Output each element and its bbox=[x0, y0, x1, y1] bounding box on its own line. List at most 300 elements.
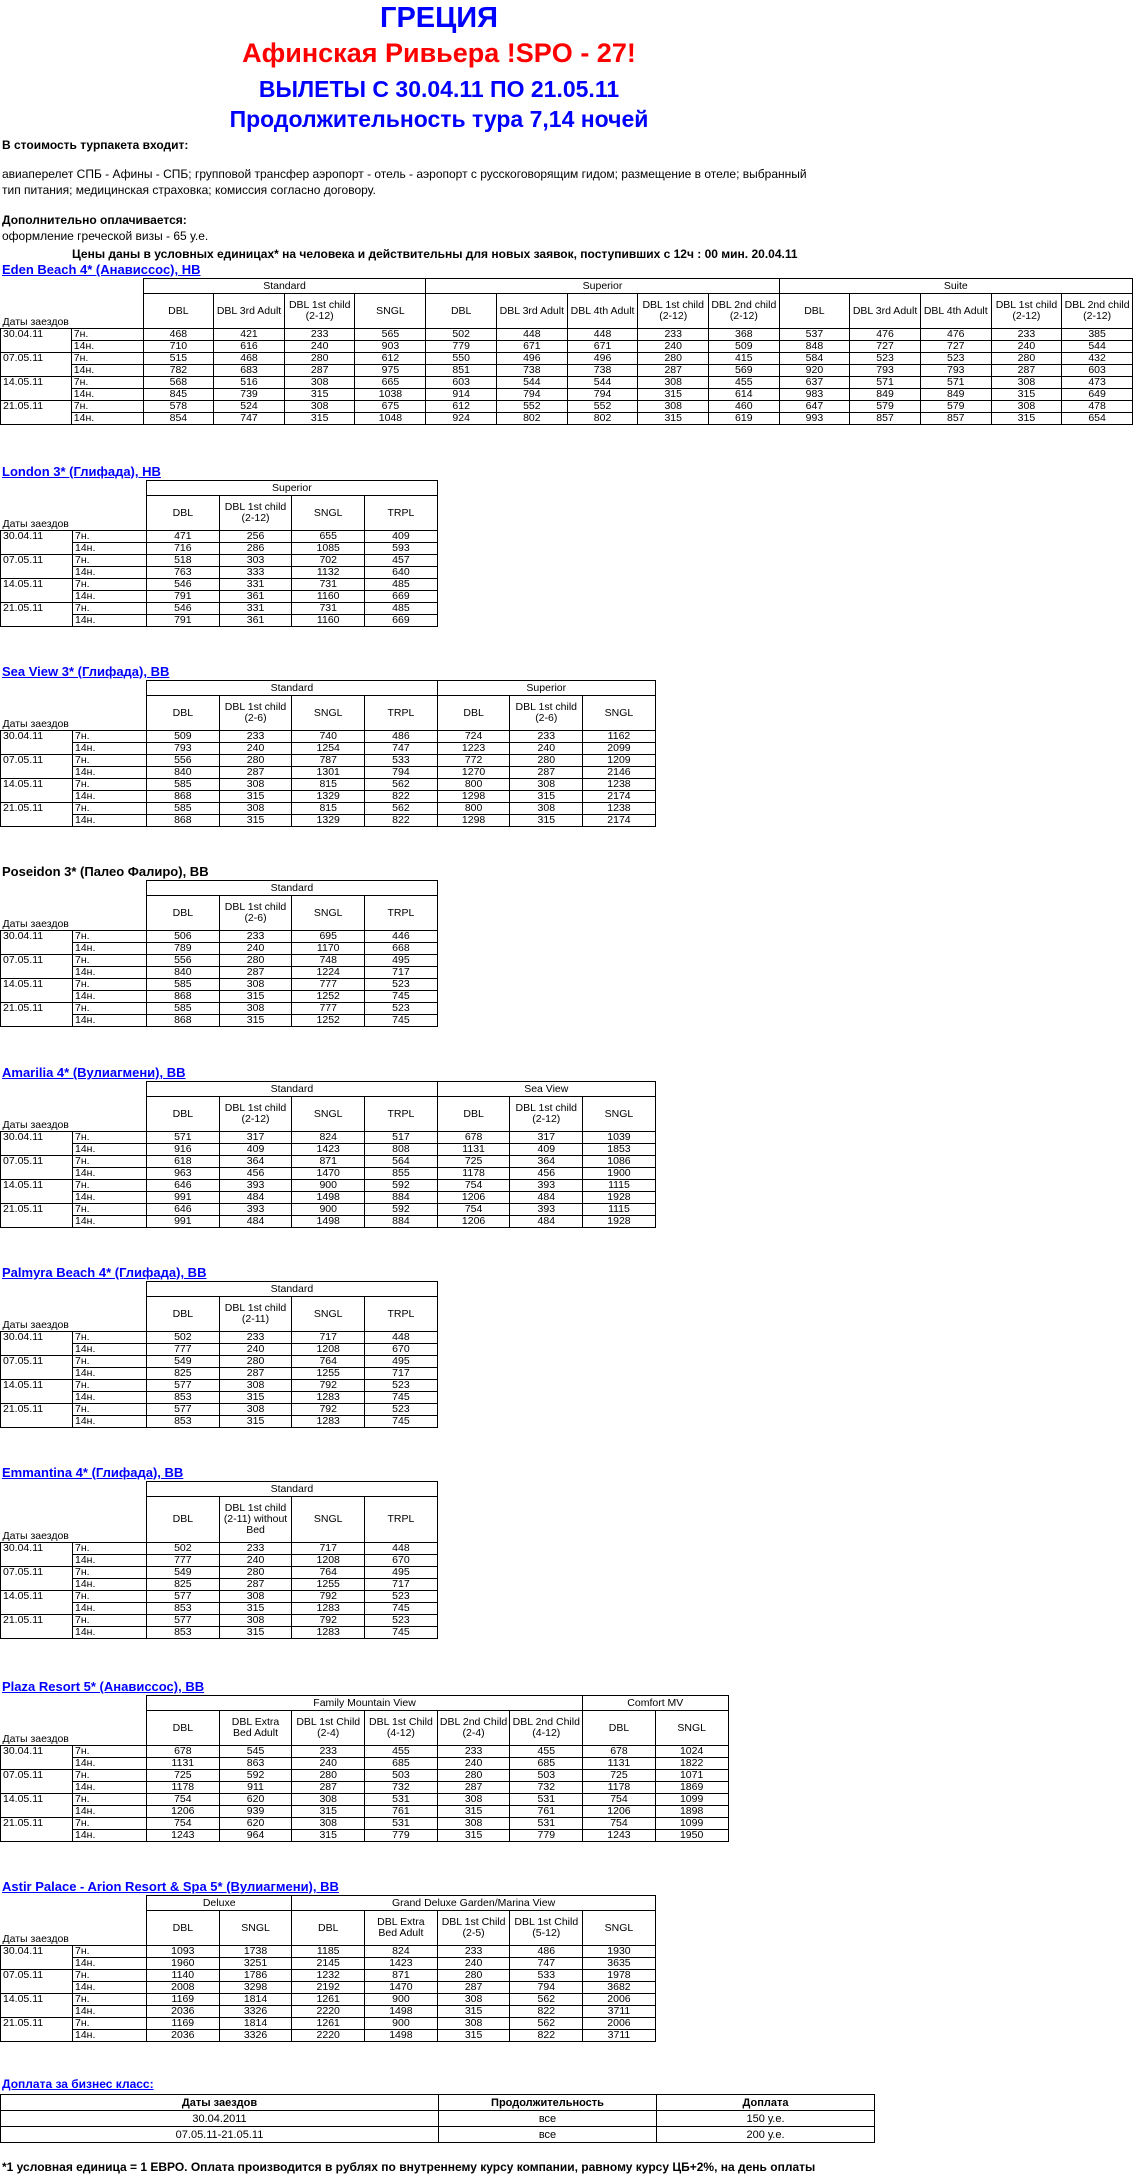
price-cell: 280 bbox=[219, 755, 292, 767]
price-cell: 1243 bbox=[147, 1830, 220, 1842]
price-cell: 794 bbox=[496, 389, 567, 401]
room-group-header: Superior bbox=[147, 481, 438, 496]
price-cell: 685 bbox=[365, 1758, 438, 1770]
price-cell: 531 bbox=[510, 1794, 583, 1806]
price-cell: 792 bbox=[292, 1615, 365, 1627]
price-row bbox=[1, 1591, 438, 1603]
price-cell: 569 bbox=[709, 365, 780, 377]
price-cell: 495 bbox=[365, 1356, 438, 1368]
price-cell: 286 bbox=[219, 543, 292, 555]
nights: 7н. bbox=[73, 579, 147, 591]
nights: 7н. bbox=[73, 1404, 147, 1416]
group-header-row bbox=[1, 1696, 729, 1711]
region-title: Афинская Ривьера !SPO - 27! bbox=[242, 38, 636, 68]
nights: 14н. bbox=[71, 341, 143, 353]
price-cell: 779 bbox=[426, 341, 497, 353]
price-cell: 1071 bbox=[655, 1770, 728, 1782]
price-cell: 647 bbox=[779, 401, 850, 413]
nights: 7н. bbox=[71, 401, 143, 413]
price-cell: 546 bbox=[147, 579, 220, 591]
price-table bbox=[0, 680, 656, 827]
column-header: DBL bbox=[147, 696, 220, 731]
price-cell: 848 bbox=[779, 341, 850, 353]
price-row bbox=[1, 743, 656, 755]
nights: 7н. bbox=[73, 1770, 147, 1782]
price-cell: 724 bbox=[437, 731, 510, 743]
price-cell: 393 bbox=[219, 1204, 292, 1216]
price-cell: 1099 bbox=[655, 1794, 728, 1806]
price-cell: 2145 bbox=[292, 1958, 365, 1970]
price-cell: 315 bbox=[437, 1806, 510, 1818]
price-row bbox=[1, 1543, 438, 1555]
nights: 14н. bbox=[73, 743, 147, 755]
column-header: DBL bbox=[437, 696, 510, 731]
price-cell: 1185 bbox=[292, 1946, 365, 1958]
checkin-date: 07.05.11 bbox=[1, 1356, 73, 1380]
hotel-title[interactable]: Astir Palace - Arion Resort & Spa 5* (Вулиагмени), BB bbox=[2, 1879, 339, 1894]
price-cell: 476 bbox=[850, 329, 921, 341]
column-header: SNGL bbox=[292, 1097, 365, 1132]
price-cell: 280 bbox=[219, 1567, 292, 1579]
price-cell: 1115 bbox=[583, 1180, 656, 1192]
price-cell: 331 bbox=[219, 579, 292, 591]
price-cell: 1470 bbox=[365, 1982, 438, 1994]
price-cell: 315 bbox=[638, 389, 709, 401]
column-header: DBL bbox=[147, 1911, 220, 1946]
page-title: ГРЕЦИЯ bbox=[380, 2, 498, 34]
column-header: SNGL bbox=[583, 1097, 656, 1132]
price-cell: 772 bbox=[437, 755, 510, 767]
price-cell: 287 bbox=[292, 1782, 365, 1794]
checkin-date: 14.05.11 bbox=[1, 1994, 73, 2018]
price-cell: 315 bbox=[437, 2006, 510, 2018]
price-cell: 800 bbox=[437, 803, 510, 815]
price-cell: 3635 bbox=[583, 1958, 656, 1970]
price-cell: 868 bbox=[147, 815, 220, 827]
group-header-row bbox=[1, 1082, 656, 1097]
dates-label: Даты заездов bbox=[1, 881, 147, 931]
price-cell: 315 bbox=[510, 791, 583, 803]
price-cell: 577 bbox=[147, 1591, 220, 1603]
price-cell: 914 bbox=[426, 389, 497, 401]
price-row bbox=[1, 1567, 438, 1579]
price-cell: 825 bbox=[147, 1579, 220, 1591]
price-cell: 455 bbox=[365, 1746, 438, 1758]
price-cell: 747 bbox=[365, 743, 438, 755]
price-cell: 646 bbox=[147, 1204, 220, 1216]
surcharge-header-row bbox=[1, 2095, 875, 2111]
price-cell: 523 bbox=[365, 1380, 438, 1392]
price-row bbox=[1, 2018, 656, 2030]
price-cell: 308 bbox=[510, 779, 583, 791]
price-cell: 308 bbox=[437, 1994, 510, 2006]
price-cell: 916 bbox=[147, 1144, 220, 1156]
price-cell: 991 bbox=[147, 1216, 220, 1228]
price-cell: 233 bbox=[638, 329, 709, 341]
price-row bbox=[1, 931, 438, 943]
price-cell: 448 bbox=[365, 1332, 438, 1344]
nights: 14н. bbox=[73, 767, 147, 779]
price-cell: 308 bbox=[284, 401, 355, 413]
price-cell: 533 bbox=[510, 1970, 583, 1982]
price-cell: 2192 bbox=[292, 1982, 365, 1994]
price-cell: 1261 bbox=[292, 2018, 365, 2030]
price-cell: 460 bbox=[709, 401, 780, 413]
price-cell: 911 bbox=[219, 1782, 292, 1794]
nights: 7н. bbox=[73, 731, 147, 743]
price-cell: 303 bbox=[219, 555, 292, 567]
nights: 7н. bbox=[73, 1567, 147, 1579]
column-header: SNGL bbox=[292, 496, 365, 531]
price-cell: 485 bbox=[365, 579, 438, 591]
price-cell: 777 bbox=[292, 1003, 365, 1015]
price-cell: 280 bbox=[219, 1356, 292, 1368]
column-header: DBL 2nd child (2-12) bbox=[709, 294, 780, 329]
price-row bbox=[1, 531, 438, 543]
price-cell: 1298 bbox=[437, 815, 510, 827]
price-cell: 550 bbox=[426, 353, 497, 365]
room-group-header: Sea View bbox=[437, 1082, 655, 1097]
price-cell: 361 bbox=[219, 591, 292, 603]
price-cell: 754 bbox=[147, 1818, 220, 1830]
price-cell: 308 bbox=[437, 1794, 510, 1806]
hotel-title[interactable]: London 3* (Глифада), HB bbox=[2, 464, 161, 479]
hotel-title[interactable]: Palmyra Beach 4* (Глифада), BB bbox=[2, 1265, 207, 1280]
column-header: DBL Extra Bed Adult bbox=[365, 1911, 438, 1946]
price-cell: 308 bbox=[219, 803, 292, 815]
column-header: DBL 1st child (2-11) bbox=[219, 1297, 292, 1332]
price-cell: 484 bbox=[510, 1192, 583, 1204]
price-cell: 1178 bbox=[437, 1168, 510, 1180]
price-cell: 233 bbox=[292, 1746, 365, 1758]
nights: 14н. bbox=[71, 389, 143, 401]
price-cell: 509 bbox=[709, 341, 780, 353]
price-cell: 1093 bbox=[147, 1946, 220, 1958]
checkin-date: 21.05.11 bbox=[1, 2018, 73, 2042]
hotel-title[interactable]: Amarilia 4* (Вулиагмени), BB bbox=[2, 1065, 186, 1080]
price-row bbox=[1, 955, 438, 967]
price-cell: 1131 bbox=[147, 1758, 220, 1770]
nights: 14н. bbox=[73, 967, 147, 979]
price-cell: 546 bbox=[147, 603, 220, 615]
price-cell: 544 bbox=[1062, 341, 1133, 353]
price-cell: 518 bbox=[147, 555, 220, 567]
price-cell: 415 bbox=[709, 353, 780, 365]
price-cell: 240 bbox=[437, 1758, 510, 1770]
price-cell: 871 bbox=[292, 1156, 365, 1168]
price-cell: 1160 bbox=[292, 615, 365, 627]
price-cell: 851 bbox=[426, 365, 497, 377]
price-cell: 495 bbox=[365, 1567, 438, 1579]
nights: 14н. bbox=[73, 791, 147, 803]
price-row bbox=[1, 1168, 656, 1180]
price-cell: 584 bbox=[779, 353, 850, 365]
price-cell: 975 bbox=[355, 365, 426, 377]
price-row bbox=[1, 365, 1133, 377]
price-row bbox=[1, 791, 656, 803]
surcharge-cell: 30.04.2011 bbox=[1, 2111, 439, 2127]
price-cell: 649 bbox=[1062, 389, 1133, 401]
price-cell: 665 bbox=[355, 377, 426, 389]
column-header: DBL 4th Adult bbox=[920, 294, 991, 329]
price-cell: 717 bbox=[365, 967, 438, 979]
checkin-date: 21.05.11 bbox=[1, 803, 73, 827]
price-cell: 545 bbox=[219, 1746, 292, 1758]
price-cell: 533 bbox=[365, 755, 438, 767]
price-cell: 564 bbox=[365, 1156, 438, 1168]
price-cell: 845 bbox=[143, 389, 214, 401]
price-row bbox=[1, 1970, 656, 1982]
price-cell: 446 bbox=[365, 931, 438, 943]
price-cell: 592 bbox=[365, 1180, 438, 1192]
price-row bbox=[1, 1192, 656, 1204]
price-cell: 315 bbox=[292, 1806, 365, 1818]
price-cell: 1086 bbox=[583, 1156, 656, 1168]
price-cell: 637 bbox=[779, 377, 850, 389]
column-header: TRPL bbox=[365, 496, 438, 531]
price-cell: 280 bbox=[437, 1770, 510, 1782]
hotel-title[interactable]: Sea View 3* (Глифада), BB bbox=[2, 664, 170, 679]
price-cell: 620 bbox=[219, 1818, 292, 1830]
price-table bbox=[0, 1081, 656, 1228]
price-cell: 616 bbox=[214, 341, 285, 353]
price-cell: 315 bbox=[219, 1015, 292, 1027]
column-header: TRPL bbox=[365, 696, 438, 731]
price-cell: 393 bbox=[219, 1180, 292, 1192]
price-cell: 537 bbox=[779, 329, 850, 341]
price-cell: 1498 bbox=[365, 2030, 438, 2042]
dates-title: ВЫЛЕТЫ С 30.04.11 ПО 21.05.11 bbox=[258, 76, 620, 102]
nights: 14н. bbox=[73, 1982, 147, 1994]
dates-label: Даты заездов bbox=[1, 1896, 147, 1946]
price-cell: 592 bbox=[219, 1770, 292, 1782]
price-cell: 1238 bbox=[583, 803, 656, 815]
price-cell: 863 bbox=[219, 1758, 292, 1770]
price-row bbox=[1, 755, 656, 767]
price-cell: 523 bbox=[850, 353, 921, 365]
price-cell: 725 bbox=[147, 1770, 220, 1782]
price-row bbox=[1, 1746, 729, 1758]
price-cell: 702 bbox=[292, 555, 365, 567]
price-cell: 1930 bbox=[583, 1946, 656, 1958]
group-header-row bbox=[1, 681, 656, 696]
checkin-date: 30.04.11 bbox=[1, 931, 73, 955]
price-cell: 791 bbox=[147, 615, 220, 627]
hotel-title[interactable]: Eden Beach 4* (Анависсос), HB bbox=[2, 262, 201, 277]
column-header: DBL bbox=[437, 1097, 510, 1132]
footnote: *1 условная единица = 1 ЕВРО. Оплата производится в рублях по внутреннему курсу компании, равному курсу ЦБ+2%, на день оплаты bbox=[2, 2160, 816, 2174]
price-cell: 1160 bbox=[292, 591, 365, 603]
price-cell: 725 bbox=[583, 1770, 656, 1782]
column-header: DBL bbox=[779, 294, 850, 329]
price-cell: 1869 bbox=[655, 1782, 728, 1794]
price-cell: 871 bbox=[365, 1970, 438, 1982]
hotel-title[interactable]: Plaza Resort 5* (Анависсос), BB bbox=[2, 1679, 205, 1694]
nights: 7н. bbox=[73, 531, 147, 543]
price-cell: 280 bbox=[292, 1770, 365, 1782]
price-cell: 884 bbox=[365, 1216, 438, 1228]
price-row bbox=[1, 1615, 438, 1627]
nights: 7н. bbox=[73, 779, 147, 791]
price-cell: 233 bbox=[219, 731, 292, 743]
price-cell: 900 bbox=[292, 1180, 365, 1192]
price-cell: 854 bbox=[143, 413, 214, 425]
price-cell: 1206 bbox=[583, 1806, 656, 1818]
price-cell: 1115 bbox=[583, 1204, 656, 1216]
nights: 14н. bbox=[73, 1216, 147, 1228]
nights: 14н. bbox=[73, 1392, 147, 1404]
nights: 14н. bbox=[73, 1192, 147, 1204]
price-cell: 727 bbox=[850, 341, 921, 353]
price-cell: 523 bbox=[365, 1591, 438, 1603]
nights: 14н. bbox=[73, 1830, 147, 1842]
price-cell: 240 bbox=[991, 341, 1062, 353]
price-cell: 368 bbox=[709, 329, 780, 341]
price-cell: 612 bbox=[426, 401, 497, 413]
price-cell: 695 bbox=[292, 931, 365, 943]
surcharge-header: Даты заездов bbox=[1, 2095, 439, 2111]
price-cell: 3682 bbox=[583, 1982, 656, 1994]
checkin-date: 14.05.11 bbox=[1, 979, 73, 1003]
price-cell: 1283 bbox=[292, 1416, 365, 1428]
price-cell: 789 bbox=[147, 943, 220, 955]
price-cell: 1928 bbox=[583, 1216, 656, 1228]
price-cell: 1206 bbox=[437, 1192, 510, 1204]
price-cell: 287 bbox=[510, 767, 583, 779]
checkin-date: 07.05.11 bbox=[1, 955, 73, 979]
price-cell: 556 bbox=[147, 755, 220, 767]
price-cell: 503 bbox=[365, 1770, 438, 1782]
column-header: DBL 1st Child (4-12) bbox=[365, 1711, 438, 1746]
price-cell: 517 bbox=[365, 1132, 438, 1144]
price-cell: 853 bbox=[147, 1416, 220, 1428]
price-cell: 1898 bbox=[655, 1806, 728, 1818]
price-cell: 900 bbox=[292, 1204, 365, 1216]
price-cell: 678 bbox=[147, 1746, 220, 1758]
price-row bbox=[1, 389, 1133, 401]
price-cell: 761 bbox=[510, 1806, 583, 1818]
price-cell: 983 bbox=[779, 389, 850, 401]
price-cell: 409 bbox=[219, 1144, 292, 1156]
nights: 7н. bbox=[73, 1132, 147, 1144]
group-header-row bbox=[1, 1896, 656, 1911]
nights: 7н. bbox=[73, 755, 147, 767]
column-header: SNGL bbox=[583, 1911, 656, 1946]
nights: 14н. bbox=[73, 567, 147, 579]
nights: 14н. bbox=[73, 991, 147, 1003]
checkin-date: 21.05.11 bbox=[1, 1818, 73, 1842]
group-header-row bbox=[1, 481, 438, 496]
price-cell: 233 bbox=[284, 329, 355, 341]
price-cell: 855 bbox=[365, 1168, 438, 1180]
price-cell: 745 bbox=[365, 1392, 438, 1404]
price-cell: 732 bbox=[510, 1782, 583, 1794]
price-cell: 315 bbox=[219, 815, 292, 827]
price-cell: 748 bbox=[292, 955, 365, 967]
nights: 14н. bbox=[73, 1579, 147, 1591]
price-cell: 549 bbox=[147, 1567, 220, 1579]
column-header: DBL bbox=[143, 294, 214, 329]
price-cell: 1255 bbox=[292, 1368, 365, 1380]
price-cell: 448 bbox=[567, 329, 638, 341]
checkin-date: 07.05.11 bbox=[1, 1156, 73, 1180]
price-cell: 287 bbox=[638, 365, 709, 377]
price-cell: 802 bbox=[496, 413, 567, 425]
price-cell: 468 bbox=[214, 353, 285, 365]
price-cell: 585 bbox=[147, 803, 220, 815]
price-cell: 233 bbox=[219, 1332, 292, 1344]
surcharge-cell: 150 у.е. bbox=[657, 2111, 875, 2127]
price-cell: 716 bbox=[147, 543, 220, 555]
price-row bbox=[1, 353, 1133, 365]
price-row bbox=[1, 1180, 656, 1192]
price-row bbox=[1, 731, 656, 743]
checkin-date: 30.04.11 bbox=[1, 731, 73, 755]
surcharge-title[interactable]: Доплата за бизнес класс: bbox=[2, 2077, 154, 2091]
price-cell: 495 bbox=[365, 955, 438, 967]
nights: 14н. bbox=[73, 1782, 147, 1794]
checkin-date: 14.05.11 bbox=[1, 1794, 73, 1818]
price-row bbox=[1, 1806, 729, 1818]
room-group-header: Superior bbox=[437, 681, 655, 696]
price-note: Цены даны в условных единицах* на человека и действительны для новых заявок, поступивших с 12ч : 00 мин. 20.04.11 bbox=[72, 247, 798, 261]
price-cell: 1786 bbox=[219, 1970, 292, 1982]
price-cell: 822 bbox=[365, 791, 438, 803]
price-row bbox=[1, 1794, 729, 1806]
price-cell: 853 bbox=[147, 1627, 220, 1639]
price-cell: 308 bbox=[437, 2018, 510, 2030]
price-cell: 924 bbox=[426, 413, 497, 425]
nights: 7н. bbox=[73, 1946, 147, 1958]
price-row bbox=[1, 1782, 729, 1794]
column-header: DBL bbox=[147, 496, 220, 531]
price-cell: 1206 bbox=[437, 1216, 510, 1228]
price-cell: 593 bbox=[365, 543, 438, 555]
price-cell: 476 bbox=[920, 329, 991, 341]
price-table bbox=[0, 1281, 438, 1428]
nights: 14н. bbox=[73, 1344, 147, 1356]
column-header: DBL bbox=[147, 896, 220, 931]
includes-line-1: авиаперелет СПБ - Афины - СПБ; групповой трансфер аэропорт - отель - аэропорт с русскоговорящим гидом; размещение в отеле; выбранный bbox=[2, 167, 807, 181]
price-cell: 592 bbox=[365, 1204, 438, 1216]
price-cell: 794 bbox=[510, 1982, 583, 1994]
nights: 14н. bbox=[73, 591, 147, 603]
price-cell: 240 bbox=[284, 341, 355, 353]
price-cell: 1254 bbox=[292, 743, 365, 755]
nights: 7н. bbox=[73, 955, 147, 967]
price-cell: 747 bbox=[510, 1958, 583, 1970]
price-cell: 308 bbox=[437, 1818, 510, 1830]
group-header-row bbox=[1, 1482, 438, 1497]
price-cell: 523 bbox=[365, 979, 438, 991]
price-cell: 578 bbox=[143, 401, 214, 413]
price-cell: 822 bbox=[510, 2006, 583, 2018]
price-row bbox=[1, 329, 1133, 341]
price-cell: 317 bbox=[510, 1132, 583, 1144]
price-cell: 822 bbox=[365, 815, 438, 827]
column-header: SNGL bbox=[292, 1497, 365, 1543]
checkin-date: 30.04.11 bbox=[1, 1746, 73, 1770]
price-cell: 710 bbox=[143, 341, 214, 353]
column-header: DBL 1st Child (5-12) bbox=[510, 1911, 583, 1946]
price-cell: 523 bbox=[365, 1003, 438, 1015]
price-cell: 1208 bbox=[292, 1344, 365, 1356]
hotel-title[interactable]: Emmantina 4* (Глифада), BB bbox=[2, 1465, 184, 1480]
price-cell: 1928 bbox=[583, 1192, 656, 1204]
price-cell: 455 bbox=[510, 1746, 583, 1758]
price-cell: 2146 bbox=[583, 767, 656, 779]
price-cell: 1140 bbox=[147, 1970, 220, 1982]
